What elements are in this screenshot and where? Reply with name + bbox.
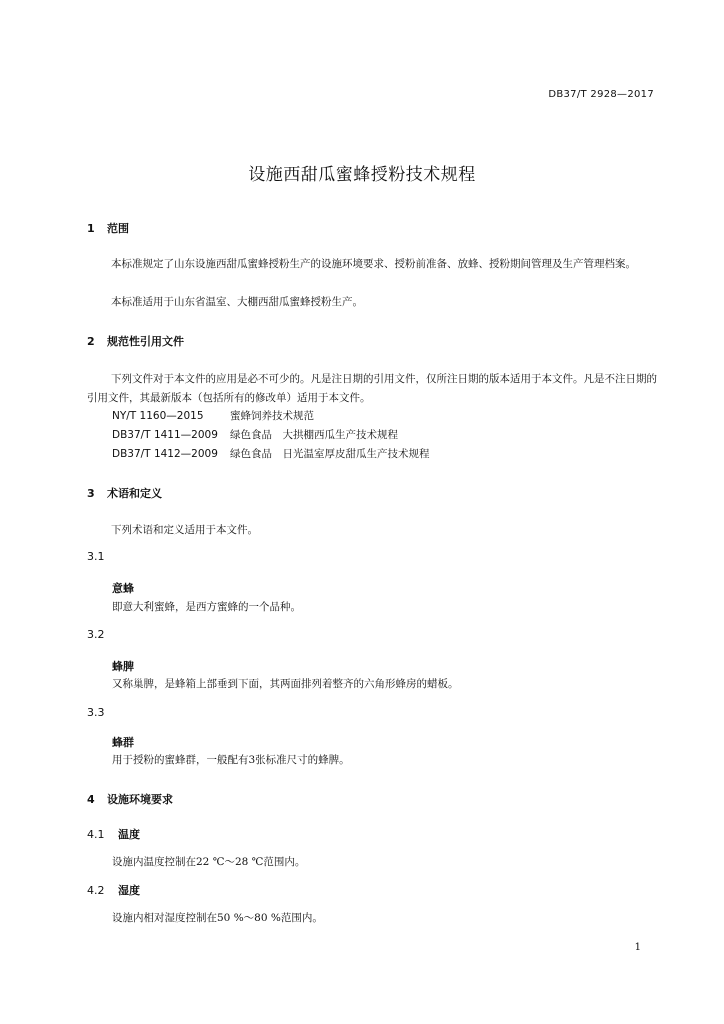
scope-paragraph-1: 本标准规定了山东设施西甜瓜蜜蜂授粉生产的设施环境要求、授粉前准备、放蜂、授粉期间管理及生产管理档案。: [111, 258, 636, 270]
section-title: 设施环境要求: [107, 793, 173, 806]
temperature-requirement: 设施内温度控制在22 ℃～28 ℃范围内。: [112, 856, 306, 868]
scope-paragraph-2: 本标准适用于山东省温室、大棚西甜瓜蜜蜂授粉生产。: [111, 296, 363, 308]
reference-item: [112, 426, 430, 445]
section-title: 规范性引用文件: [107, 335, 184, 348]
reference-title: 绿色食品 大拱棚西瓜生产技术规程: [230, 429, 398, 441]
section-title: 术语和定义: [107, 487, 162, 500]
term-number: 3.3: [87, 706, 105, 719]
terms-intro-paragraph: 下列术语和定义适用于本文件。: [111, 524, 258, 536]
subsection-title: 温度: [118, 828, 140, 841]
page-number: 1: [634, 942, 641, 953]
subsection-heading-4-2: [87, 882, 140, 898]
section-number: 1: [87, 222, 95, 235]
term-name: 蜂脾: [112, 660, 134, 673]
section-heading-2: [87, 333, 184, 349]
term-number: 3.1: [87, 550, 105, 563]
reference-item: [112, 407, 430, 426]
reference-title: 绿色食品 日光温室厚皮甜瓜生产技术规程: [230, 448, 430, 460]
term-definition: 又称巢脾，是蜂箱上部垂到下面，其两面排列着整齐的六角形蜂房的蜡板。: [112, 678, 459, 690]
section-heading-3: [87, 485, 162, 501]
term-definition: 用于授粉的蜜蜂群，一般配有3张标准尺寸的蜂脾。: [112, 754, 350, 766]
document-code: DB37/T 2928—2017: [548, 89, 654, 100]
normative-references-paragraph: 下列文件对于本文件的应用是必不可少的。凡是注日期的引用文件，仅所注日期的版本适用于本文件。凡是不注日期的引用文件，其最新版本（包括所有的修改单）适用于本文件。: [87, 373, 657, 404]
subsection-number: 4.1: [87, 828, 105, 841]
subsection-heading-4-1: [87, 826, 140, 842]
subsection-number: 4.2: [87, 884, 105, 897]
section-number: 2: [87, 335, 95, 348]
humidity-requirement: 设施内相对湿度控制在50 %～80 %范围内。: [112, 912, 323, 924]
reference-code: DB37/T 1412—2009: [112, 448, 218, 460]
reference-list: [112, 407, 430, 464]
document-title: 设施西甜瓜蜜蜂授粉技术规程: [248, 165, 476, 185]
term-number: 3.2: [87, 628, 105, 641]
section-number: 3: [87, 487, 95, 500]
section-heading-1: [87, 220, 129, 236]
subsection-title: 湿度: [118, 884, 140, 897]
term-definition: 即意大利蜜蜂，是西方蜜蜂的一个品种。: [112, 601, 301, 613]
term-name: 蜂群: [112, 736, 134, 749]
reference-title: 蜜蜂饲养技术规范: [230, 410, 314, 422]
section-number: 4: [87, 793, 95, 806]
reference-code: NY/T 1160—2015: [112, 410, 204, 422]
term-name: 意蜂: [112, 582, 134, 595]
reference-code: DB37/T 1411—2009: [112, 429, 218, 441]
section-title: 范围: [107, 222, 129, 235]
reference-item: [112, 445, 430, 464]
section-heading-4: [87, 791, 173, 807]
